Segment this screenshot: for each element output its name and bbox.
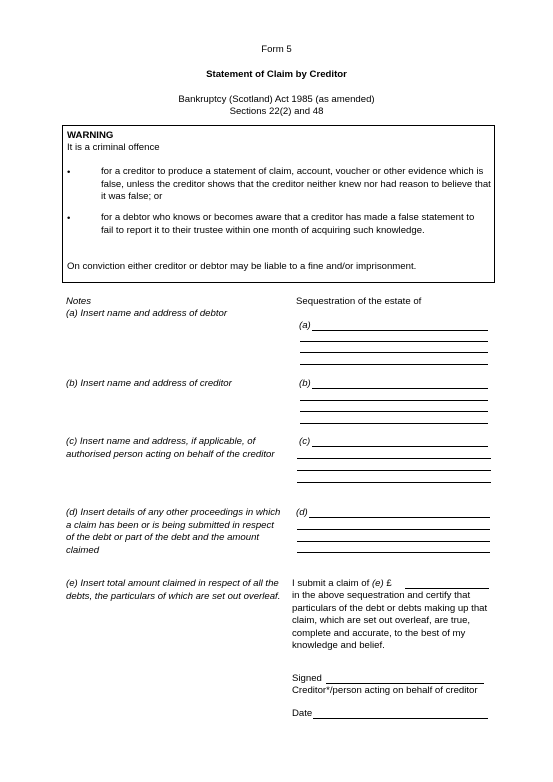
- creditor-line-1[interactable]: [312, 388, 488, 389]
- note-d: (d) Insert details of any other proceedings in which a claim has been or is being submitted in respect of the debt or part of the debt and the amount claimed: [66, 507, 281, 556]
- field-d-label: (d): [296, 507, 308, 518]
- field-b-label: (b): [299, 378, 311, 389]
- bullet-marker: •: [67, 167, 71, 178]
- form-title: Statement of Claim by Creditor: [206, 69, 347, 80]
- warning-footer: On conviction either creditor or debtor may be liable to a fine and/or imprisonment.: [67, 261, 417, 272]
- claim-amount-field[interactable]: [405, 588, 489, 589]
- proceedings-line-1[interactable]: [309, 517, 490, 518]
- creditor-line-4[interactable]: [300, 423, 488, 424]
- bullet-marker: •: [67, 213, 71, 224]
- act-reference: Bankruptcy (Scotland) Act 1985 (as amended): [178, 94, 375, 105]
- sequestration-heading: Sequestration of the estate of: [296, 296, 422, 307]
- date-field[interactable]: [313, 718, 488, 719]
- creditor-line-3[interactable]: [300, 411, 488, 412]
- debtor-line-2[interactable]: [300, 341, 488, 342]
- note-e: (e) Insert total amount claimed in respect of all the debts, the particulars of which are set out overleaf.: [66, 578, 281, 602]
- notes-heading: Notes: [66, 296, 92, 307]
- claim-certification: in the above sequestration and certify that particulars of the debt or debts making up that claim, which are set out overleaf, are true, complete and accurate, to the best of my knowledge and belief.: [292, 590, 488, 651]
- authorised-line-1[interactable]: [312, 446, 488, 447]
- note-b: (b) Insert name and address of creditor: [66, 378, 232, 389]
- claim-e-label: (e): [371, 578, 384, 589]
- authorised-line-4[interactable]: [297, 482, 491, 483]
- warning-bullet-2: for a debtor who knows or becomes aware that a creditor has made a false statement to fail to report it to their trustee within one month of acquiring such knowledge.: [101, 212, 475, 236]
- authorised-line-3[interactable]: [297, 470, 491, 471]
- field-a-label: (a): [299, 320, 311, 331]
- debtor-line-1[interactable]: [312, 330, 488, 331]
- signed-label: Signed: [292, 673, 322, 684]
- proceedings-line-2[interactable]: [297, 529, 490, 530]
- sections-reference: Sections 22(2) and 48: [229, 106, 324, 117]
- signer-role: Creditor*/person acting on behalf of creditor: [292, 685, 478, 696]
- proceedings-line-4[interactable]: [297, 552, 490, 553]
- debtor-line-4[interactable]: [300, 364, 488, 365]
- warning-box: [62, 125, 495, 283]
- form-number: Form 5: [261, 44, 292, 55]
- creditor-line-2[interactable]: [300, 400, 488, 401]
- warning-intro: It is a criminal offence: [67, 142, 160, 153]
- signature-field[interactable]: [326, 683, 484, 684]
- note-c: (c) Insert name and address, if applicable, of authorised person acting on behalf of the creditor: [66, 436, 275, 460]
- date-label: Date: [292, 708, 313, 719]
- warning-bullet-1: for a creditor to produce a statement of claim, account, voucher or other evidence which is false, unless the creditor shows that the creditor neither knew nor had reason to believe that it was false; or: [101, 166, 491, 202]
- claim-line: [292, 578, 392, 589]
- warning-heading: WARNING: [67, 130, 114, 141]
- note-a: (a) Insert name and address of debtor: [66, 308, 228, 319]
- field-c-label: (c): [299, 436, 311, 447]
- authorised-line-2[interactable]: [297, 458, 491, 459]
- proceedings-line-3[interactable]: [297, 541, 490, 542]
- claim-prefix: I submit a claim of: [292, 578, 370, 589]
- debtor-line-3[interactable]: [300, 352, 488, 353]
- currency-symbol: £: [386, 578, 392, 589]
